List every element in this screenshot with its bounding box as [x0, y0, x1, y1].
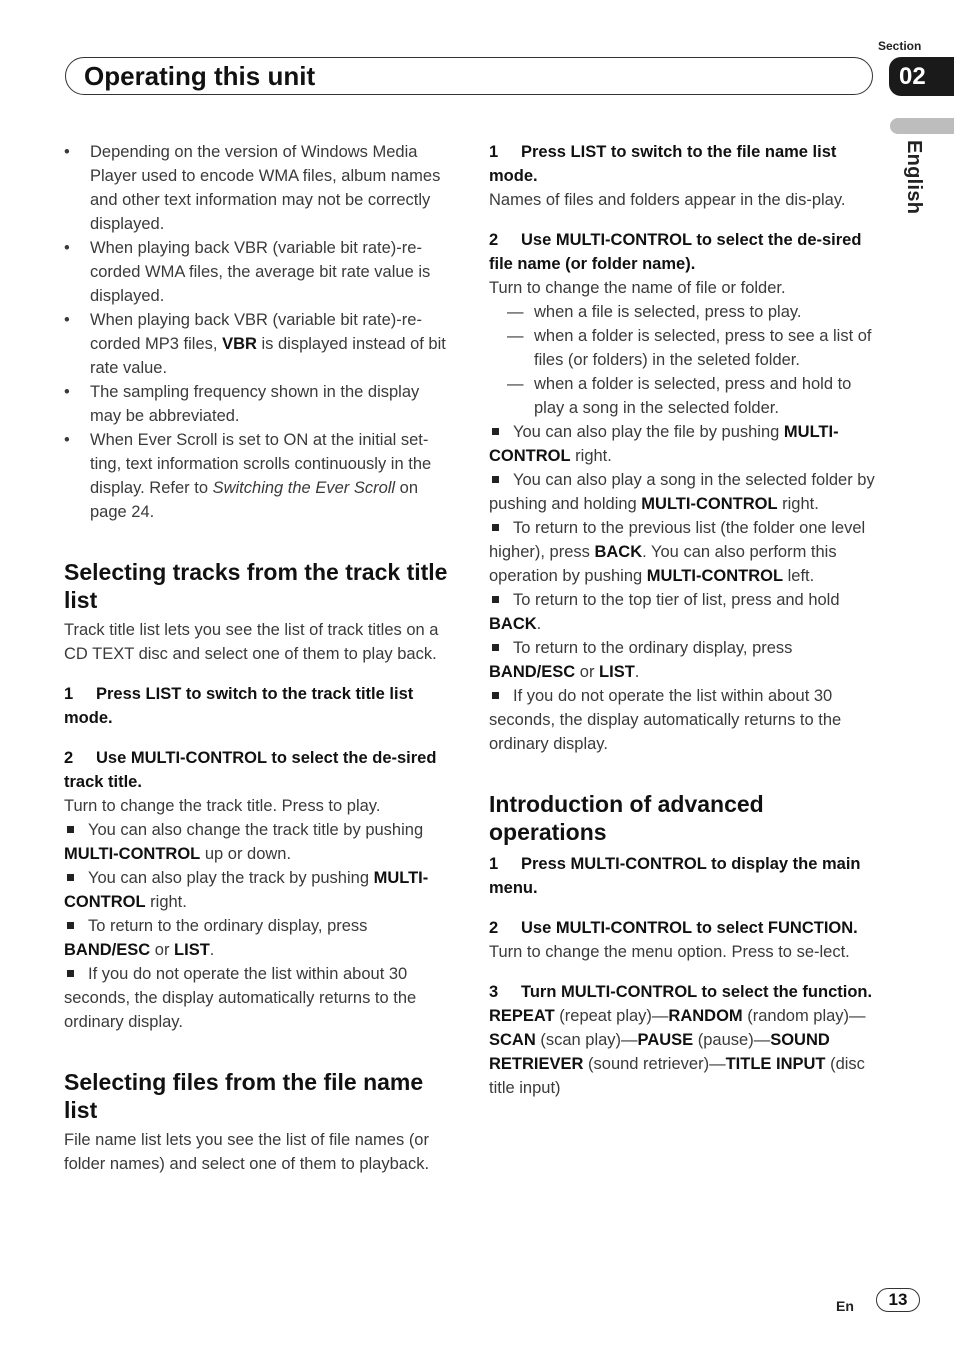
section-label: Section — [878, 39, 922, 53]
note-item: You can also change the track title by pushing MULTI-CONTROL up or down. — [64, 821, 424, 863]
dash-item: — when a folder is selected, press to see a list of files (or folders) in the seleted folder. — [507, 327, 872, 369]
list-item: • When playing back VBR (variable bit rate)-re-corded WMA files, the average bit rate value is displayed. — [64, 236, 454, 308]
language-label: English — [903, 140, 925, 215]
right-column — [489, 140, 877, 1100]
note-item: You can also play the file by pushing MULTI-CONTROL right. — [489, 423, 839, 465]
cross-reference: Switching the Ever Scroll — [212, 479, 396, 497]
note-item: To return to the ordinary display, press BAND/ESC or LIST. — [64, 917, 368, 959]
step-heading: 1 Press LIST to switch to the file name list mode. — [489, 143, 837, 185]
left-column — [64, 140, 454, 1176]
note-item: To return to the previous list (the folder one level higher), press BACK. You can also perform this operation by pushing MULTI-CONTROL left. — [489, 519, 866, 585]
step-description: Turn to change the track title. Press to play. — [64, 797, 381, 815]
function-list: REPEAT (repeat play)—RANDOM (random play)—SCAN (scan play)—PAUSE (pause)—SOUND RETRIEVER (sound retriever)—TITLE INPUT (disc title input) — [489, 1007, 866, 1097]
page-number: 13 — [876, 1288, 920, 1312]
step-description: Turn to change the menu option. Press to se-lect. — [489, 943, 850, 961]
note-item: To return to the ordinary display, press BAND/ESC or LIST. — [489, 639, 793, 681]
section-heading: Selecting files from the file name list — [64, 1069, 424, 1123]
list-item: • When Ever Scroll is set to ON at the initial set-ting, text information scrolls continuously in the display. Refer to Switching the Ever Scroll on page 24. — [64, 428, 454, 524]
dash-item: — when a folder is selected, press and hold to play a song in the selected folder. — [507, 375, 852, 417]
section-heading: Introduction of advanced operations — [489, 791, 764, 845]
section-heading: Selecting tracks from the track title list — [64, 559, 448, 613]
footer-language-code: En — [836, 1298, 854, 1314]
note-item: If you do not operate the list within about 30 seconds, the display automatically returns to the ordinary display. — [489, 687, 842, 753]
step-heading: 2 Use MULTI-CONTROL to select the de-sired track title. — [64, 749, 437, 791]
step-heading: 2 Use MULTI-CONTROL to select the de-sired file name (or folder name). — [489, 231, 862, 273]
note-item: You can also play the track by pushing MULTI-CONTROL right. — [64, 869, 429, 911]
step-description: Turn to change the name of file or folder. — [489, 279, 786, 297]
section-intro: Track title list lets you see the list of track titles on a CD TEXT disc and select one of them to play back. — [64, 621, 439, 663]
dash-item: — when a file is selected, press to play. — [507, 303, 802, 321]
language-tab-bar — [890, 118, 954, 134]
notes-list — [64, 140, 454, 524]
list-item: • Depending on the version of Windows Media Player used to encode WMA files, album names and other text information may not be correctly displayed. — [64, 140, 454, 236]
step-heading: 3 Turn MULTI-CONTROL to select the function. — [489, 983, 873, 1001]
step-heading: 1 Press LIST to switch to the track title list mode. — [64, 685, 414, 727]
list-item: • When playing back VBR (variable bit rate)-re-corded MP3 files, VBR is displayed instead of bit rate value. — [64, 308, 454, 380]
note-item: To return to the top tier of list, press and hold BACK. — [489, 591, 840, 633]
list-item: • The sampling frequency shown in the display may be abbreviated. — [64, 380, 454, 428]
step-heading: 2 Use MULTI-CONTROL to select FUNCTION. — [489, 919, 858, 937]
note-item: If you do not operate the list within about 30 seconds, the display automatically returns to the ordinary display. — [64, 965, 417, 1031]
section-intro: File name list lets you see the list of file names (or folder names) and select one of them to playback. — [64, 1131, 430, 1173]
step-heading: 1 Press MULTI-CONTROL to display the main menu. — [489, 855, 861, 897]
section-number-tab: 02 — [889, 57, 954, 96]
step-description: Names of files and folders appear in the dis-play. — [489, 191, 846, 209]
page-title: Operating this unit — [84, 61, 316, 91]
note-item: You can also play a song in the selected folder by pushing and holding MULTI-CONTROL right. — [489, 471, 875, 513]
